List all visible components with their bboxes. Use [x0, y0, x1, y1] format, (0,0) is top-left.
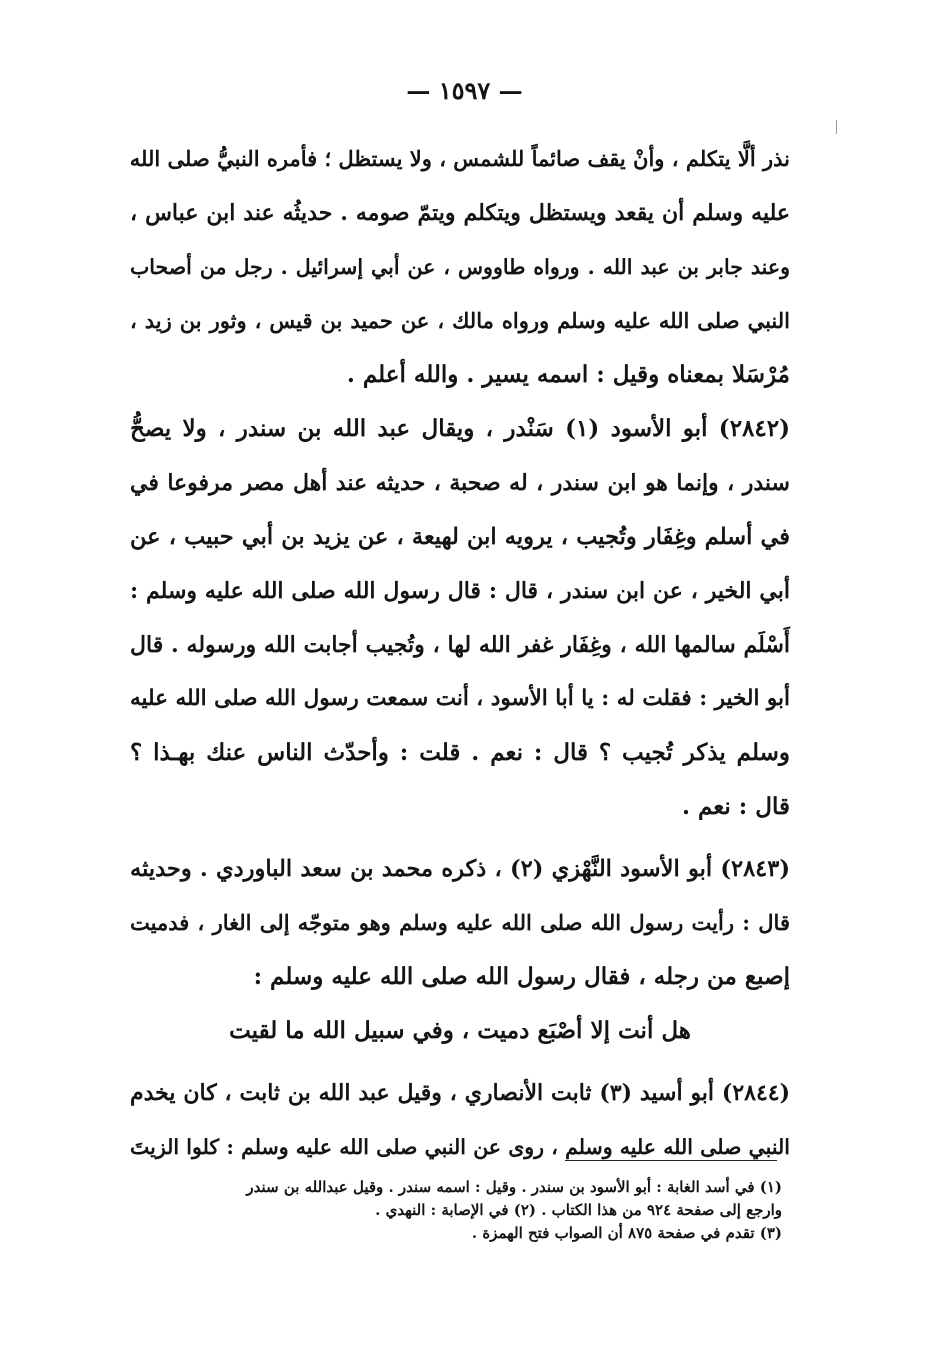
text-line: النبي صلى الله عليه وسلم ، روى عن النبي صلى الله عليه وسلم : كلوا الزيتَ — [130, 1135, 790, 1159]
page-number: — ١٥٩٧ — — [406, 76, 523, 105]
text-line: عليه وسلم أن يقعد ويستظل ويتكلم ويتمّ صومه . حديثُه عند ابن عباس ، — [130, 200, 790, 226]
text-line: النبي صلى الله عليه وسلم ورواه مالك ، عن حميد بن قيس ، وثور بن زيد ، — [130, 308, 790, 333]
text-line: في أسلم وغِفَار وتُجيب ، يرويه ابن لهيعة ، عن يزيد بن أبي حبيب ، عن — [130, 524, 790, 550]
text-line: مُرْسَلا بمعناه وقيل : اسمه يسير . والله أعلم . — [346, 361, 790, 388]
text-line: قال : رأيت رسول الله صلى الله عليه وسلم وهو متوجّه إلى الغار ، فدميت — [130, 910, 790, 935]
footnotes — [132, 1176, 782, 1245]
text-line: أبو الخير : فقلت له : يا أبا الأسود ، أنت سمعت رسول الله صلى الله عليه — [130, 686, 790, 711]
margin-mark — [836, 120, 837, 134]
entry-2843-line: (٢٨٤٣) أبو الأسود النَّهْزي (٢) ، ذكره محمد بن سعد الباوردي . وحديثه — [130, 856, 790, 882]
text-line: أبي الخير ، عن ابن سندر ، قال : قال رسول الله صلى الله عليه وسلم : — [130, 578, 790, 604]
entry-2844-line: (٢٨٤٤) أبو أسيد (٣) ثابت الأنصاري ، وقيل عبد الله بن ثابت ، كان يخدم — [130, 1080, 790, 1106]
text-line: سندر ، وإنما هو ابن سندر ، له صحبة ، حديثه عند أهل مصر مرفوعا في — [130, 470, 790, 496]
text-line: نذر ألَّا يتكلم ، وأنْ يقف صائماً للشمس ، ولا يستظل ؛ فأمره النبيُّ صلى الله — [129, 146, 790, 171]
footnote-line: (٣) تقدم في صفحة ٨٧٥ أن الصواب فتح الهمزة . — [471, 1224, 782, 1242]
footnote-line: وارجع إلى صفحة ٩٢٤ من هذا الكتاب . (٢) في الإصابة : النهدي . — [375, 1201, 782, 1219]
text-line: إصبع من رجله ، فقال رسول الله صلى الله عليه وسلم : — [253, 963, 790, 990]
verse-line: هل أنت إلا أصْبَع دميت ، وفي سبيل الله ما لقيت — [229, 1017, 691, 1044]
footnote-divider — [565, 1160, 777, 1161]
text-line: وسلم يذكر تُجيب ؟ قال : نعم . قلت : وأحدّث الناس عنك بهـذا ؟ — [130, 739, 790, 766]
text-line: قال : نعم . — [681, 793, 790, 820]
text-line: أَسْلَم سالمها الله ، وغِفَار غفر الله لها ، وتُجيب أجابت الله ورسوله . قال — [130, 632, 790, 658]
footnote-line: (١) في أسد الغابة : أبو الأسود بن سندر . وقيل : اسمه سندر . وقيل عبدالله بن سندر — [246, 1178, 782, 1196]
main-text — [130, 132, 790, 1174]
entry-2842-line: (٢٨٤٢) أبو الأسود (١) سَنْدر ، ويقال عبد الله بن سندر ، ولا يصحُّ — [130, 415, 790, 442]
text-line: وعند جابر بن عبد الله . ورواه طاووس ، عن أبي إسرائيل . رجل من أصحاب — [130, 255, 790, 279]
